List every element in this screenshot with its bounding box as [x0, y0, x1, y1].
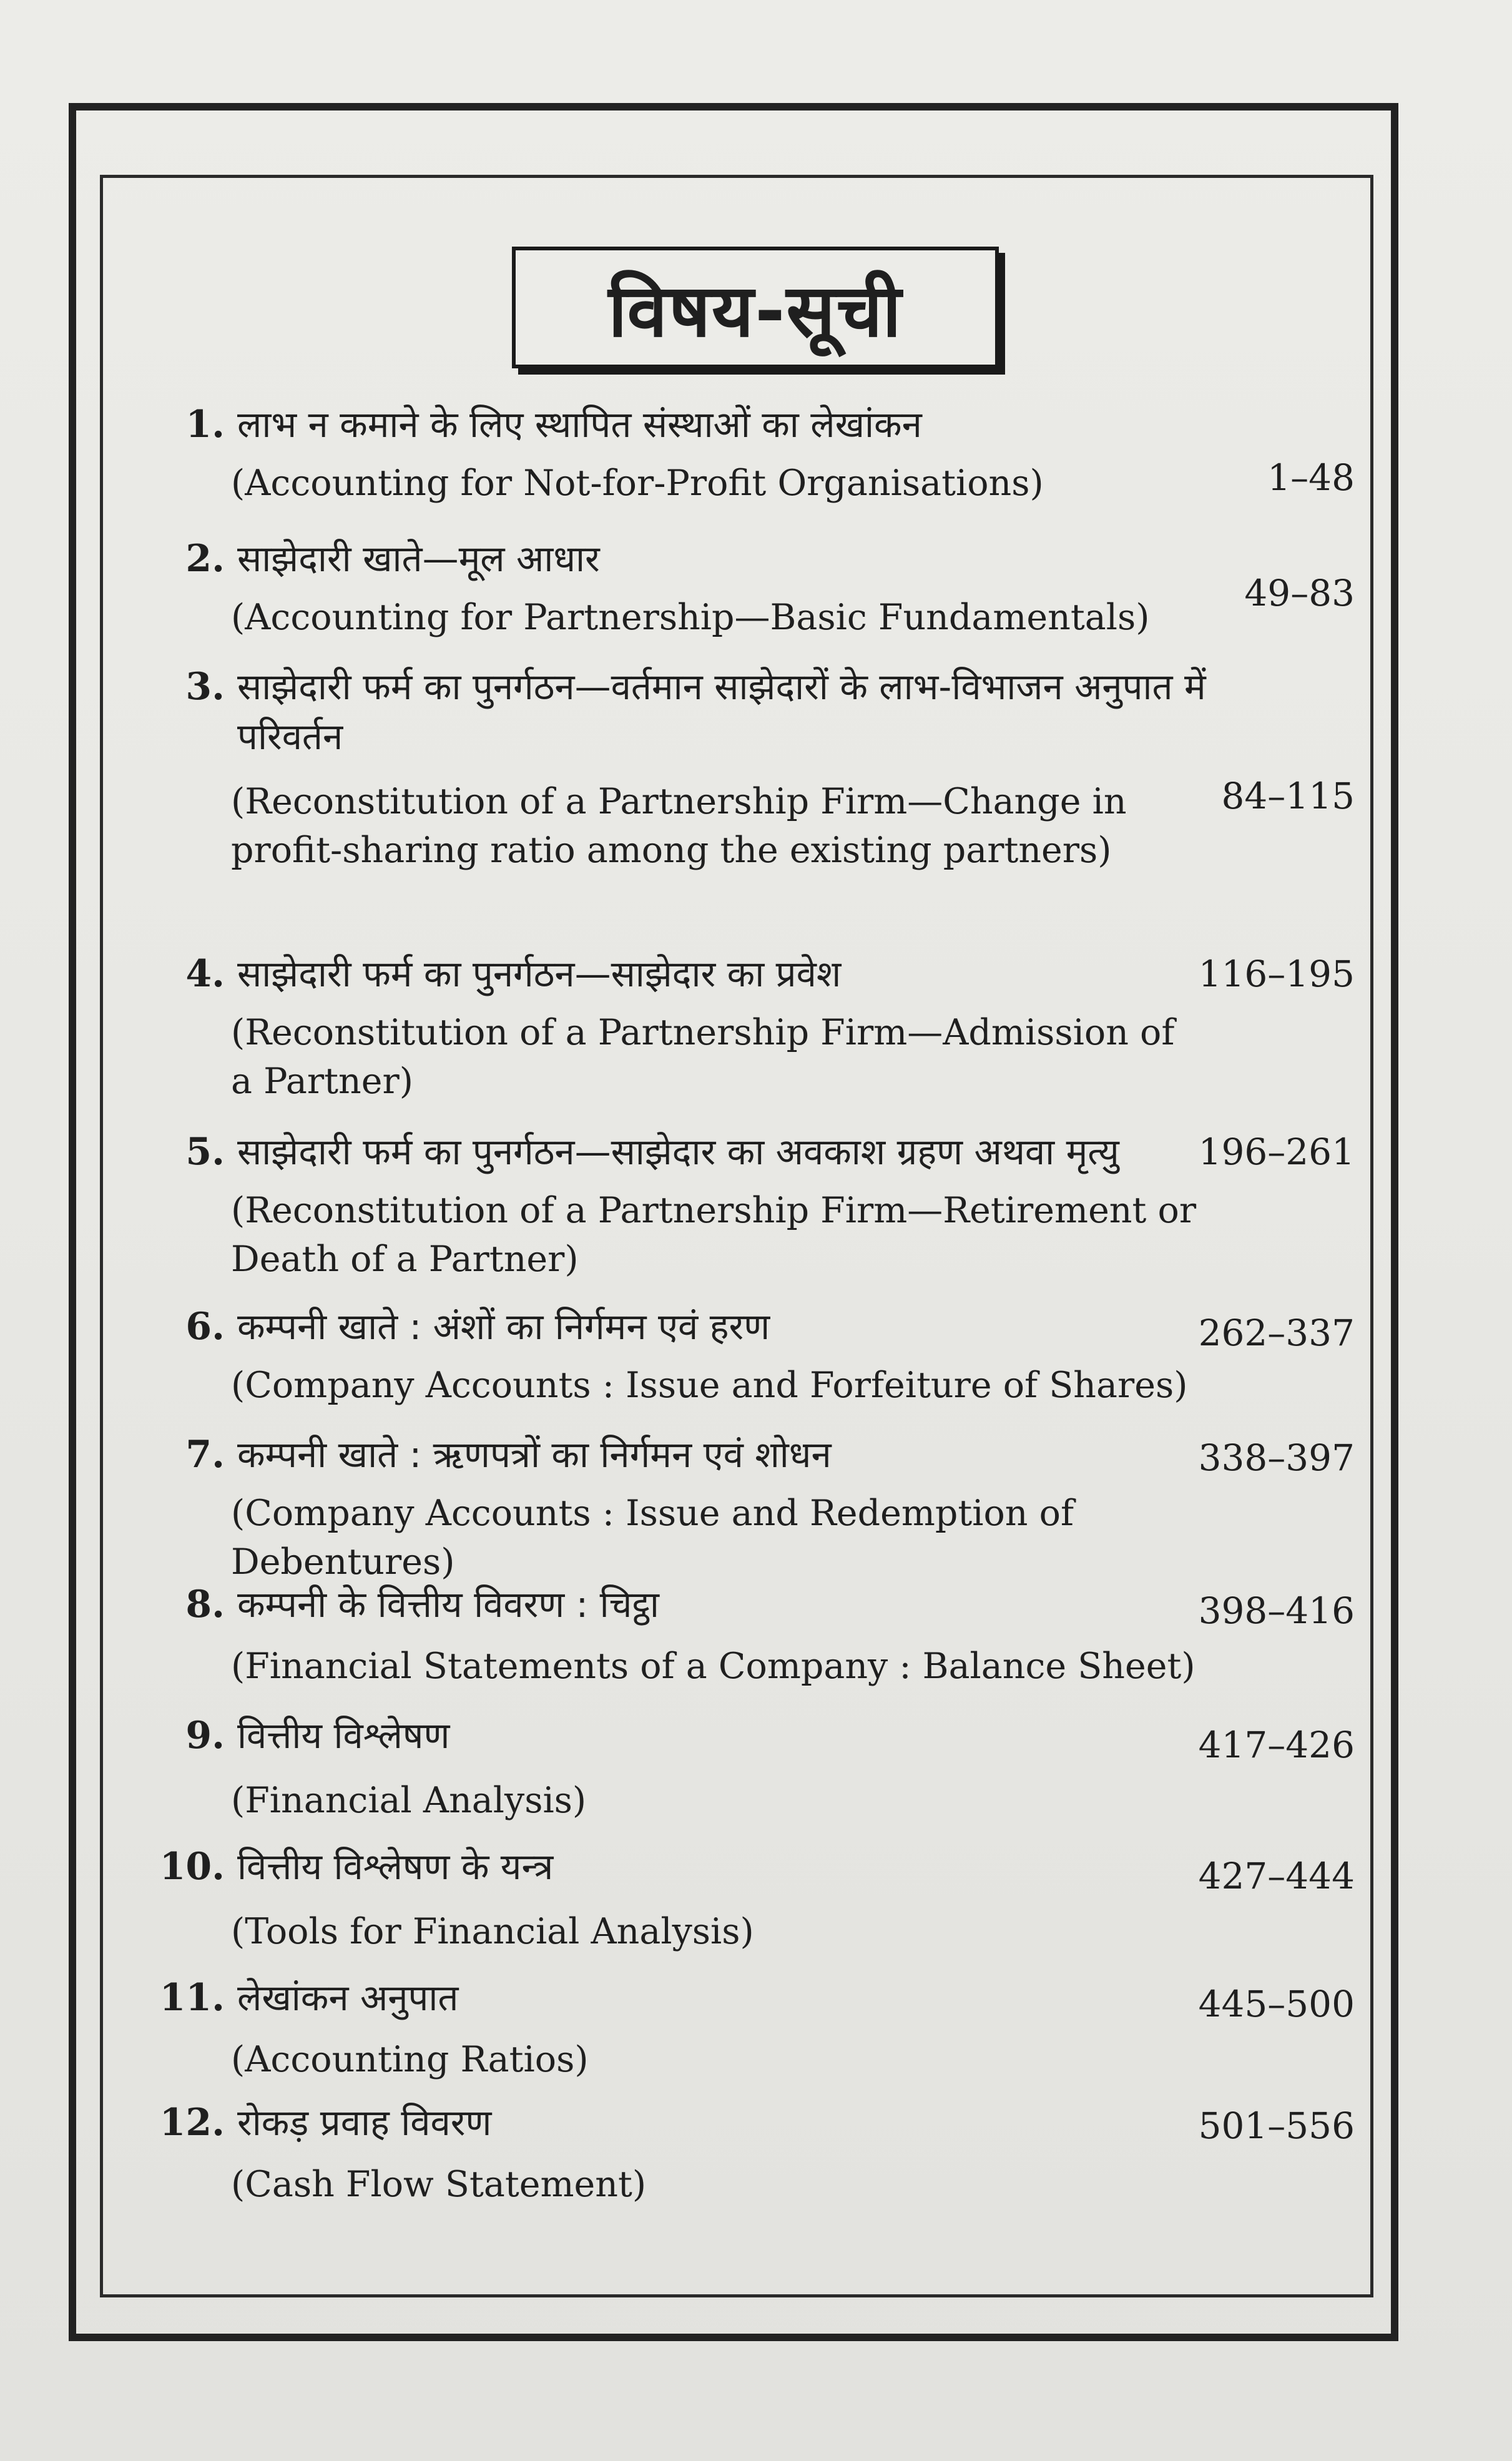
entry-page-range: 417–426 [1198, 1724, 1355, 1766]
entry-number: 7. [185, 1433, 225, 1476]
entry-number: 8. [185, 1583, 225, 1626]
entry-hindi-title: वित्तीय विश्लेषण [237, 1714, 450, 1757]
entry-number: 1. [185, 403, 225, 446]
entry-page-range: 84–115 [1221, 775, 1355, 817]
entry-number: 4. [185, 952, 225, 996]
entry-hindi-title: वित्तीय विश्लेषण के यन्त्र [237, 1845, 554, 1888]
entry-english-title: (Reconstitution of a Partnership Firm—Change in profit-sharing ratio among the existing partners) [231, 781, 1127, 871]
entry-number: 2. [185, 537, 225, 581]
entry-hindi-title: कम्पनी खाते : ऋणपत्रों का निर्गमन एवं शोधन [237, 1433, 832, 1476]
entry-english-title: (Accounting for Partnership—Basic Fundamentals) [231, 597, 1150, 638]
entry-hindi-title: साझेदारी फर्म का पुनर्गठन—साझेदार का प्रवेश [237, 953, 842, 995]
entry-page-range: 116–195 [1198, 953, 1355, 995]
entry-page-range: 196–261 [1198, 1131, 1355, 1173]
entry-english-title: (Accounting Ratios) [231, 2039, 589, 2080]
entry-english-title: (Cash Flow Statement) [231, 2164, 647, 2205]
entry-hindi-title: कम्पनी खाते : अंशों का निर्गमन एवं हरण [237, 1305, 770, 1348]
entry-number: 11. [159, 1976, 225, 2020]
entry-number: 3. [185, 665, 225, 709]
entry-hindi-title: साझेदारी खाते—मूल आधार [237, 538, 600, 580]
entry-number: 10. [159, 1845, 225, 1889]
entry-english-title: (Company Accounts : Issue and Redemption of Debentures) [231, 1493, 1074, 1583]
entry-english-title: (Financial Analysis) [231, 1780, 587, 1821]
entry-hindi-title: लाभ न कमाने के लिए स्थापित संस्थाओं का लेखांकन [237, 403, 922, 446]
entry-number: 12. [159, 2101, 225, 2144]
entry-english-title: (Reconstitution of a Partnership Firm—Admission of a Partner) [231, 1012, 1175, 1102]
entry-number: 6. [185, 1305, 225, 1348]
entry-english-title: (Reconstitution of a Partnership Firm—Retirement or Death of a Partner) [231, 1190, 1197, 1280]
entry-page-range: 49–83 [1244, 572, 1355, 614]
entry-english-title: (Financial Statements of a Company : Balance Sheet) [231, 1646, 1195, 1687]
entry-number: 9. [185, 1714, 225, 1757]
entry-page-range: 1–48 [1267, 456, 1355, 499]
entry-page-range: 338–397 [1198, 1437, 1355, 1479]
entry-number: 5. [185, 1130, 225, 1174]
entry-hindi-title: साझेदारी फर्म का पुनर्गठन—साझेदार का अवकाश ग्रहण अथवा मृत्यु [237, 1131, 1119, 1173]
entry-page-range: 398–416 [1198, 1589, 1355, 1632]
entry-page-range: 262–337 [1198, 1312, 1355, 1354]
page-title: विषय-सूची [608, 268, 903, 353]
entry-page-range: 445–500 [1198, 1983, 1355, 2025]
entry-page-range: 501–556 [1198, 2105, 1355, 2147]
entry-hindi-title: साझेदारी फर्म का पुनर्गठन—वर्तमान साझेदारों के लाभ-विभाजन अनुपात में परिवर्तन [237, 666, 1206, 758]
entry-english-title: (Tools for Financial Analysis) [231, 1911, 754, 1952]
entry-hindi-title: लेखांकन अनुपात [237, 1977, 459, 2019]
entry-english-title: (Accounting for Not-for-Profit Organisations) [231, 463, 1044, 504]
entry-page-range: 427–444 [1198, 1855, 1355, 1897]
entry-english-title: (Company Accounts : Issue and Forfeiture of Shares) [231, 1365, 1188, 1406]
entry-hindi-title: रोकड़ प्रवाह विवरण [237, 2101, 492, 2144]
title-box [512, 247, 999, 368]
entry-hindi-title: कम्पनी के वित्तीय विवरण : चिट्ठा [237, 1583, 659, 1626]
